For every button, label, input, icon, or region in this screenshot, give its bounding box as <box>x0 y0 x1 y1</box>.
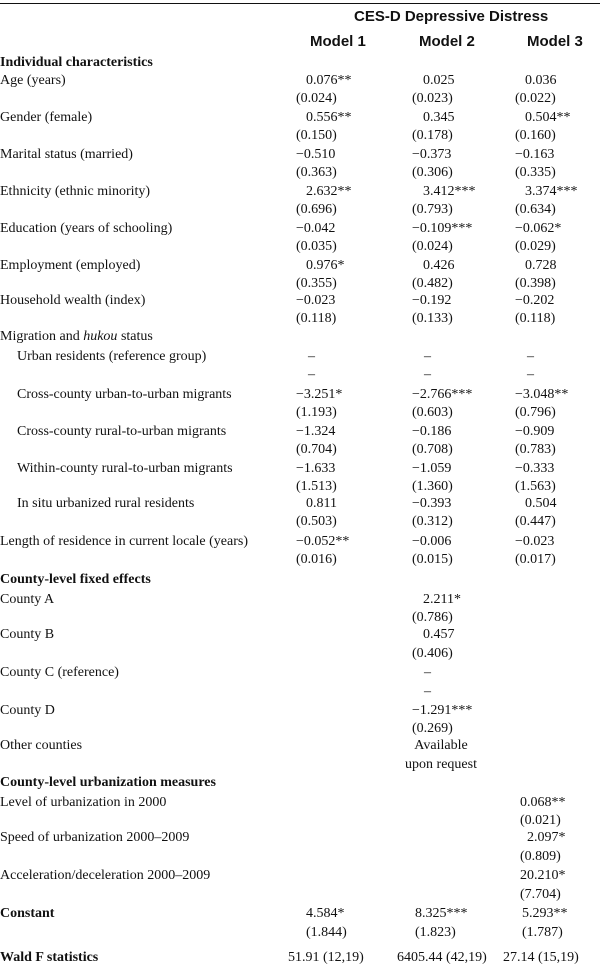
countyD-m2-se: (0.269) <box>412 721 453 736</box>
constant-m1-se: (1.844) <box>306 925 347 940</box>
gender-m3-se: (0.160) <box>515 128 556 143</box>
row-other-label: Other counties <box>0 738 83 753</box>
wealth-m3-se: (0.118) <box>515 311 556 326</box>
employment-m3: 0.728 <box>525 258 557 273</box>
wealth-m3: −0.202 <box>515 293 555 308</box>
urban-m3: – <box>527 349 534 364</box>
row-employment-label: Employment (employed) <box>0 258 141 273</box>
countyA-m2: 2.211* <box>423 592 461 607</box>
gender-m3: 0.504** <box>525 110 571 125</box>
marital-m2-se: (0.306) <box>412 165 453 180</box>
urban-m1-se: – <box>308 367 315 382</box>
ethnicity-m2-se: (0.793) <box>412 202 453 217</box>
length-m3-se: (0.017) <box>515 552 556 567</box>
length-m2: −0.006 <box>412 534 452 549</box>
age-m2-se: (0.023) <box>412 91 453 106</box>
countyB-m2: 0.457 <box>423 627 455 642</box>
level-m3-se: (0.021) <box>520 813 561 828</box>
row-wc-ru-label: Within-county rural-to-urban migrants <box>17 461 233 476</box>
cc-uu-m2-se: (0.603) <box>412 405 453 420</box>
constant-m2-se: (1.823) <box>415 925 456 940</box>
wealth-m1-se: (0.118) <box>296 311 337 326</box>
wc-ru-m1-se: (1.513) <box>296 479 337 494</box>
wc-ru-m2-se: (1.360) <box>412 479 453 494</box>
wc-ru-m1: −1.633 <box>296 461 336 476</box>
ethnicity-m3: 3.374*** <box>525 184 578 199</box>
accel-m3: 20.210* <box>520 868 566 883</box>
wald-m3: 27.14 (15,19) <box>503 950 579 965</box>
countyC-m2-se: – <box>424 684 431 699</box>
countyA-m2-se: (0.786) <box>412 610 453 625</box>
ethnicity-m1: 2.632** <box>306 184 352 199</box>
countyD-m2: −1.291*** <box>412 703 473 718</box>
row-countyA-label: County A <box>0 592 55 607</box>
top-rule <box>0 3 600 4</box>
employment-m2: 0.426 <box>423 258 455 273</box>
urban-m2-se: – <box>424 367 431 382</box>
marital-m1: −0.510 <box>296 147 336 162</box>
row-gender-label: Gender (female) <box>0 110 93 125</box>
length-m2-se: (0.015) <box>412 552 453 567</box>
wc-ru-m3: −0.333 <box>515 461 555 476</box>
marital-m2: −0.373 <box>412 147 452 162</box>
ethnicity-m1-se: (0.696) <box>296 202 337 217</box>
row-cc-uu-label: Cross-county urban-to-urban migrants <box>17 387 232 402</box>
education-m2: −0.109*** <box>412 221 473 236</box>
row-cc-ru-label: Cross-county rural-to-urban migrants <box>17 424 227 439</box>
gender-m1-se: (0.150) <box>296 128 337 143</box>
row-ethnicity-label: Ethnicity (ethnic minority) <box>0 184 151 199</box>
wald-m2: 6405.44 (42,19) <box>397 950 487 965</box>
employment-m1: 0.976* <box>306 258 345 273</box>
row-migration-label <box>0 329 153 345</box>
urban-m3-se: – <box>527 367 534 382</box>
row-education-label: Education (years of schooling) <box>0 221 173 236</box>
cc-ru-m1-se: (0.704) <box>296 442 337 457</box>
gender-m2-se: (0.178) <box>412 128 453 143</box>
header-model-3: Model 3 <box>527 33 583 50</box>
speed-m3: 2.097* <box>527 830 566 845</box>
constant-m3-se: (1.787) <box>522 925 563 940</box>
cc-ru-m3-se: (0.783) <box>515 442 556 457</box>
cc-uu-m3-se: (0.796) <box>515 405 556 420</box>
header-model-2: Model 2 <box>419 33 475 50</box>
length-m1: −0.052** <box>296 534 350 549</box>
migration-label-italic: hukou <box>83 329 118 344</box>
insitu-m3-se: (0.447) <box>515 514 556 529</box>
wald-m1: 51.91 (12,19) <box>288 950 364 965</box>
marital-m3: −0.163 <box>515 147 555 162</box>
section-individual: Individual characteristics <box>0 55 153 70</box>
cc-uu-m2: −2.766*** <box>412 387 473 402</box>
education-m2-se: (0.024) <box>412 239 453 254</box>
age-m3: 0.036 <box>525 73 557 88</box>
level-m3: 0.068** <box>520 795 566 810</box>
wealth-m2-se: (0.133) <box>412 311 453 326</box>
header-model-1: Model 1 <box>310 33 366 50</box>
row-constant-label: Constant <box>0 906 55 921</box>
cc-uu-m1: −3.251* <box>296 387 343 402</box>
row-length-label: Length of residence in current locale (years) <box>0 534 248 549</box>
insitu-m2-se: (0.312) <box>412 514 453 529</box>
education-m1-se: (0.035) <box>296 239 337 254</box>
constant-m1: 4.584* <box>306 906 345 921</box>
row-countyD-label: County D <box>0 703 55 718</box>
employment-m1-se: (0.355) <box>296 276 337 291</box>
length-m3: −0.023 <box>515 534 555 549</box>
employment-m3-se: (0.398) <box>515 276 556 291</box>
gender-m2: 0.345 <box>423 110 455 125</box>
row-speed-label: Speed of urbanization 2000–2009 <box>0 830 190 845</box>
constant-m2: 8.325*** <box>415 906 468 921</box>
insitu-m1-se: (0.503) <box>296 514 337 529</box>
migration-label-post: status <box>117 329 153 344</box>
cc-ru-m2: −0.186 <box>412 424 452 439</box>
ethnicity-m2: 3.412*** <box>423 184 476 199</box>
wealth-m1: −0.023 <box>296 293 336 308</box>
constant-m3: 5.293** <box>522 906 568 921</box>
row-countyB-label: County B <box>0 627 55 642</box>
countyC-m2: – <box>424 665 431 680</box>
urban-m2: – <box>424 349 431 364</box>
migration-label-pre: Migration and <box>0 329 84 344</box>
cc-ru-m3: −0.909 <box>515 424 555 439</box>
wc-ru-m3-se: (1.563) <box>515 479 556 494</box>
wc-ru-m2: −1.059 <box>412 461 452 476</box>
row-age-label: Age (years) <box>0 73 66 88</box>
cc-uu-m1-se: (1.193) <box>296 405 337 420</box>
other-m2-line1: Available <box>414 738 468 753</box>
accel-m3-se: (7.704) <box>520 887 561 902</box>
row-marital-label: Marital status (married) <box>0 147 133 162</box>
education-m3: −0.062* <box>515 221 562 236</box>
age-m2: 0.025 <box>423 73 455 88</box>
section-county-fe: County-level fixed effects <box>0 572 151 587</box>
age-m1-se: (0.024) <box>296 91 337 106</box>
age-m3-se: (0.022) <box>515 91 556 106</box>
row-urban-label: Urban residents (reference group) <box>17 349 207 364</box>
section-urbanization: County-level urbanization measures <box>0 775 216 790</box>
header-title: CES-D Depressive Distress <box>354 8 549 25</box>
wealth-m2: −0.192 <box>412 293 452 308</box>
gender-m1: 0.556** <box>306 110 352 125</box>
cc-ru-m2-se: (0.708) <box>412 442 453 457</box>
other-m2-line2: upon request <box>405 757 477 772</box>
marital-m1-se: (0.363) <box>296 165 337 180</box>
row-insitu-label: In situ urbanized rural residents <box>17 496 195 511</box>
education-m1: −0.042 <box>296 221 336 236</box>
insitu-m3: 0.504 <box>525 496 557 511</box>
row-level-label: Level of urbanization in 2000 <box>0 795 167 810</box>
row-wealth-label: Household wealth (index) <box>0 293 146 308</box>
countyB-m2-se: (0.406) <box>412 646 453 661</box>
insitu-m1: 0.811 <box>306 496 337 511</box>
speed-m3-se: (0.809) <box>520 849 561 864</box>
cc-ru-m1: −1.324 <box>296 424 336 439</box>
row-countyC-label: County C (reference) <box>0 665 119 680</box>
row-accel-label: Acceleration/deceleration 2000–2009 <box>0 868 211 883</box>
length-m1-se: (0.016) <box>296 552 337 567</box>
marital-m3-se: (0.335) <box>515 165 556 180</box>
age-m1: 0.076** <box>306 73 352 88</box>
ethnicity-m3-se: (0.634) <box>515 202 556 217</box>
insitu-m2: −0.393 <box>412 496 452 511</box>
education-m3-se: (0.029) <box>515 239 556 254</box>
row-wald-label: Wald F statistics <box>0 950 99 965</box>
urban-m1: – <box>308 349 315 364</box>
employment-m2-se: (0.482) <box>412 276 453 291</box>
cc-uu-m3: −3.048** <box>515 387 569 402</box>
